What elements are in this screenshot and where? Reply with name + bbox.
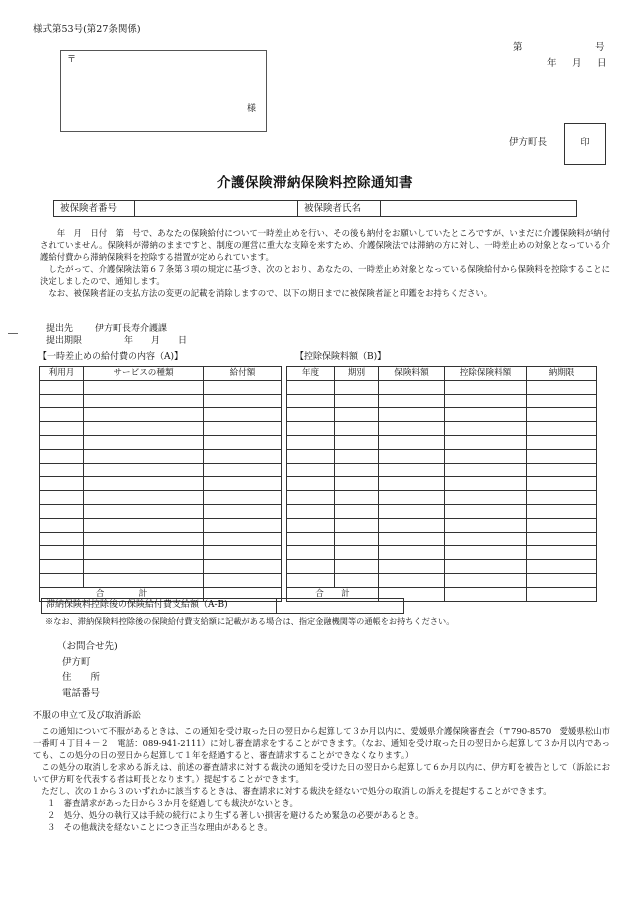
total-label: 合 計 bbox=[40, 587, 204, 601]
table-row bbox=[40, 408, 282, 422]
table-cell[interactable] bbox=[445, 532, 527, 546]
table-cell[interactable] bbox=[204, 463, 282, 477]
table-cell[interactable] bbox=[335, 573, 379, 587]
contact-org: 伊方町 bbox=[62, 656, 91, 668]
doc-number-dai: 第 bbox=[513, 42, 523, 53]
table-cell[interactable] bbox=[287, 408, 335, 422]
table-cell[interactable] bbox=[445, 491, 527, 505]
table-cell[interactable] bbox=[40, 394, 84, 408]
form-number: 様式第53号(第27条関係) bbox=[33, 24, 141, 35]
table-row bbox=[40, 435, 282, 449]
addressee-suffix: 様 bbox=[246, 103, 256, 114]
table-cell[interactable] bbox=[445, 408, 527, 422]
table-cell[interactable] bbox=[204, 504, 282, 518]
table-row bbox=[287, 435, 597, 449]
table-cell[interactable] bbox=[527, 518, 597, 532]
fold-mark bbox=[8, 333, 18, 334]
table-cell[interactable] bbox=[84, 394, 204, 408]
table-cell[interactable] bbox=[527, 532, 597, 546]
col-header: 利用月 bbox=[40, 367, 84, 381]
table-b-caption: 【控除保険料額（B)】 bbox=[295, 352, 387, 362]
table-cell[interactable] bbox=[84, 408, 204, 422]
table-cell[interactable] bbox=[40, 546, 84, 560]
table-cell[interactable] bbox=[40, 518, 84, 532]
table-cell[interactable] bbox=[379, 463, 445, 477]
table-cell[interactable] bbox=[335, 504, 379, 518]
table-cell[interactable] bbox=[335, 449, 379, 463]
table-cell[interactable] bbox=[379, 546, 445, 560]
insured-number-label: 被保険者番号 bbox=[54, 201, 135, 217]
table-cell[interactable] bbox=[84, 491, 204, 505]
net-payment-label: 滞納保険料控除後の保険給付費支給額（A-B) bbox=[42, 599, 277, 614]
intro-paragraph: なお、被保険者証の支払方法の変更の記載を消除しますので、以下の期日までに被保険者証と印鑑をお持ちください。 bbox=[40, 288, 493, 298]
table-cell[interactable] bbox=[527, 463, 597, 477]
total-value[interactable] bbox=[445, 587, 527, 601]
table-cell[interactable] bbox=[287, 532, 335, 546]
date-year: 年 bbox=[547, 58, 557, 69]
table-cell[interactable] bbox=[204, 491, 282, 505]
table-cell[interactable] bbox=[84, 546, 204, 560]
appeal-item: ２ 処分、処分の執行又は手続の続行により生ずる著しい損害を避けるため緊急の必要があるとき。 bbox=[47, 810, 424, 820]
net-payment-table bbox=[41, 598, 404, 614]
table-cell[interactable] bbox=[527, 573, 597, 587]
date-month: 月 bbox=[572, 58, 582, 69]
table-cell[interactable] bbox=[445, 435, 527, 449]
table-row bbox=[287, 504, 597, 518]
table-cell[interactable] bbox=[379, 560, 445, 574]
table-cell[interactable] bbox=[527, 422, 597, 436]
table-row bbox=[287, 546, 597, 560]
table-cell[interactable] bbox=[204, 477, 282, 491]
table-row bbox=[40, 463, 282, 477]
table-cell[interactable] bbox=[40, 435, 84, 449]
addressee-box bbox=[60, 50, 267, 132]
submission-dest-value: 伊方町長寿介護課 bbox=[95, 324, 168, 334]
table-cell[interactable] bbox=[40, 408, 84, 422]
contact-block bbox=[57, 639, 118, 701]
table-cell[interactable] bbox=[84, 380, 204, 394]
table-cell[interactable] bbox=[527, 435, 597, 449]
submission-dest-label: 提出先 bbox=[46, 324, 74, 334]
table-cell[interactable] bbox=[287, 504, 335, 518]
doc-number-go: 号 bbox=[595, 42, 605, 53]
table-cell[interactable] bbox=[40, 463, 84, 477]
table-cell[interactable] bbox=[287, 560, 335, 574]
table-cell[interactable] bbox=[379, 504, 445, 518]
table-cell[interactable] bbox=[335, 422, 379, 436]
table-cell[interactable] bbox=[527, 449, 597, 463]
table-cell[interactable] bbox=[287, 380, 335, 394]
table-cell[interactable] bbox=[40, 380, 84, 394]
net-payment-value[interactable] bbox=[277, 599, 404, 614]
table-row bbox=[287, 477, 597, 491]
appeal-heading: 不服の申立て及び取消訴訟 bbox=[33, 711, 142, 721]
insured-name-label: 被保険者氏名 bbox=[298, 201, 381, 217]
submission-deadline-label: 提出期限 bbox=[46, 336, 83, 346]
table-cell[interactable] bbox=[335, 435, 379, 449]
table-cell[interactable] bbox=[527, 504, 597, 518]
table-cell[interactable] bbox=[379, 394, 445, 408]
benefit-table bbox=[39, 366, 282, 602]
table-cell[interactable] bbox=[379, 477, 445, 491]
table-cell[interactable] bbox=[204, 408, 282, 422]
table-cell[interactable] bbox=[527, 560, 597, 574]
table-cell[interactable] bbox=[40, 560, 84, 574]
table-cell[interactable] bbox=[204, 380, 282, 394]
table-cell[interactable] bbox=[379, 532, 445, 546]
table-cell[interactable] bbox=[204, 573, 282, 587]
table-cell[interactable] bbox=[40, 477, 84, 491]
table-cell[interactable] bbox=[379, 518, 445, 532]
table-row bbox=[40, 422, 282, 436]
table-cell[interactable] bbox=[84, 422, 204, 436]
table-cell[interactable] bbox=[445, 546, 527, 560]
insured-info-table bbox=[53, 200, 577, 217]
table-cell[interactable] bbox=[287, 518, 335, 532]
table-row bbox=[287, 408, 597, 422]
table-cell[interactable] bbox=[335, 560, 379, 574]
col-header: 給付額 bbox=[204, 367, 282, 381]
table-cell[interactable] bbox=[287, 491, 335, 505]
table-cell[interactable] bbox=[445, 518, 527, 532]
table-row bbox=[287, 532, 597, 546]
table-cell[interactable] bbox=[84, 504, 204, 518]
table-cell[interactable] bbox=[445, 573, 527, 587]
table-cell[interactable] bbox=[379, 573, 445, 587]
table-cell[interactable] bbox=[287, 394, 335, 408]
table-cell[interactable] bbox=[287, 477, 335, 491]
table-cell[interactable] bbox=[287, 546, 335, 560]
table-row bbox=[40, 477, 282, 491]
document-title: 介護保険滞納保険料控除通知書 bbox=[217, 175, 413, 191]
table-row bbox=[40, 491, 282, 505]
intro-paragraph: 年 月 日付 第 号で、あなたの保険給付について一時差止めを行い、その後も納付をお願いしていたところですが、いまだに介護保険料が納付されていません。保険料が滞納のままですと、制度の運営に重大な支障を来すため、介護保険法では滞納の方に対し、一時差止めの対象となっている介護給付費から滞納保険料を控除する措置が定められています。 bbox=[40, 228, 610, 262]
table-cell[interactable] bbox=[204, 532, 282, 546]
table-cell[interactable] bbox=[445, 449, 527, 463]
table-cell[interactable] bbox=[335, 394, 379, 408]
table-cell[interactable] bbox=[335, 532, 379, 546]
appeal-paragraph: ただし、次の１から３のいずれかに該当するときは、審査請求に対する裁決を経ないで処分の取消しの訴えを提起することができます。 bbox=[33, 786, 552, 796]
table-cell[interactable] bbox=[40, 504, 84, 518]
table-cell[interactable] bbox=[204, 560, 282, 574]
table-cell[interactable] bbox=[287, 435, 335, 449]
table-cell[interactable] bbox=[445, 477, 527, 491]
insured-number-value[interactable] bbox=[135, 201, 298, 217]
table-row bbox=[287, 380, 597, 394]
contact-phone-label: 電話番号 bbox=[62, 687, 101, 699]
appeal-item: ３ その他裁決を経ないことにつき正当な理由があるとき。 bbox=[47, 822, 273, 832]
appeal-item: １ 審査請求があった日から３か月を経過しても裁決がないとき。 bbox=[47, 798, 298, 808]
table-cell[interactable] bbox=[335, 546, 379, 560]
table-row bbox=[40, 380, 282, 394]
table-row bbox=[40, 573, 282, 587]
table-cell[interactable] bbox=[379, 491, 445, 505]
table-row bbox=[40, 504, 282, 518]
intro-text bbox=[40, 227, 610, 299]
table-cell[interactable] bbox=[445, 504, 527, 518]
table-cell[interactable] bbox=[335, 380, 379, 394]
table-cell[interactable] bbox=[287, 463, 335, 477]
table-cell[interactable] bbox=[527, 394, 597, 408]
table-cell[interactable] bbox=[204, 394, 282, 408]
col-header: 保険料額 bbox=[379, 367, 445, 381]
table-row bbox=[40, 560, 282, 574]
table-cell[interactable] bbox=[335, 408, 379, 422]
table-cell[interactable] bbox=[40, 422, 84, 436]
table-cell[interactable] bbox=[445, 463, 527, 477]
table-cell[interactable] bbox=[379, 408, 445, 422]
date-day: 日 bbox=[597, 58, 607, 69]
table-cell[interactable] bbox=[40, 532, 84, 546]
table-cell[interactable] bbox=[445, 394, 527, 408]
contact-heading: （お問合せ先) bbox=[57, 641, 118, 652]
table-row bbox=[287, 422, 597, 436]
table-cell[interactable] bbox=[204, 449, 282, 463]
table-cell[interactable] bbox=[40, 491, 84, 505]
table-cell[interactable] bbox=[335, 491, 379, 505]
table-cell[interactable] bbox=[379, 435, 445, 449]
table-cell[interactable] bbox=[335, 518, 379, 532]
col-header: 年度 bbox=[287, 367, 335, 381]
table-row bbox=[287, 518, 597, 532]
table-cell[interactable] bbox=[527, 408, 597, 422]
table-cell[interactable] bbox=[379, 449, 445, 463]
table-row bbox=[287, 560, 597, 574]
table-cell[interactable] bbox=[379, 380, 445, 394]
table-cell[interactable] bbox=[84, 518, 204, 532]
table-cell[interactable] bbox=[84, 573, 204, 587]
table-cell[interactable] bbox=[379, 422, 445, 436]
table-row bbox=[287, 463, 597, 477]
table-cell[interactable] bbox=[204, 435, 282, 449]
table-cell[interactable] bbox=[445, 422, 527, 436]
table-row bbox=[287, 394, 597, 408]
total-label: 合 計 bbox=[287, 587, 379, 601]
sender: 伊方町長 bbox=[509, 137, 548, 148]
total-value[interactable] bbox=[527, 587, 597, 601]
postal-mark: 〒 bbox=[67, 55, 77, 65]
col-header: 期別 bbox=[335, 367, 379, 381]
table-row bbox=[40, 546, 282, 560]
deduction-table bbox=[286, 366, 597, 602]
table-row bbox=[40, 518, 282, 532]
contact-address-label: 住 所 bbox=[62, 672, 101, 683]
table-a-caption: 【一時差止めの給付費の内容（A)】 bbox=[38, 352, 184, 362]
col-header: サービスの種類 bbox=[84, 367, 204, 381]
table-cell[interactable] bbox=[335, 477, 379, 491]
table-cell[interactable] bbox=[84, 449, 204, 463]
insured-name-value[interactable] bbox=[381, 201, 577, 217]
appeal-paragraph: この通知について不服があるときは、この通知を受け取った日の翌日から起算して３か月以内に、愛媛県介護保険審査会（〒790-8570 愛媛県松山市一番町４丁目４－２ 電話：089-941-2111）に対し審査請求をすることができます。（なお、通知を受け取った日の翌日から起算して３か月以内であっても、この処分の日の翌日から起算して１年を経過すると、審査請求することができなくなります。） bbox=[33, 726, 610, 760]
table-row bbox=[40, 532, 282, 546]
table-cell[interactable] bbox=[84, 560, 204, 574]
table-cell[interactable] bbox=[527, 491, 597, 505]
table-row bbox=[287, 449, 597, 463]
table-cell[interactable] bbox=[527, 546, 597, 560]
intro-paragraph: したがって、介護保険法第６７条第３項の規定に基づき、次のとおり、あなたの、一時差止め対象となっている保険給付から保険料を控除することに決定しましたので、通知します。 bbox=[40, 264, 610, 286]
table-cell[interactable] bbox=[445, 560, 527, 574]
seal-box bbox=[564, 123, 606, 165]
appeal-text bbox=[33, 725, 610, 833]
table-cell[interactable] bbox=[84, 463, 204, 477]
table-cell[interactable] bbox=[84, 435, 204, 449]
table-cell[interactable] bbox=[204, 518, 282, 532]
table-cell[interactable] bbox=[84, 532, 204, 546]
table-row bbox=[287, 573, 597, 587]
table-cell[interactable] bbox=[204, 422, 282, 436]
appeal-paragraph: この処分の取消しを求める訴えは、前述の審査請求に対する裁決の通知を受けた日の翌日から起算して６か月以内に、伊方町を被告として（訴訟において伊方町を代表する者は町長となります。）提起することができます。 bbox=[33, 762, 610, 784]
table-row bbox=[287, 491, 597, 505]
table-cell[interactable] bbox=[40, 449, 84, 463]
net-payment-note: ※なお、滞納保険料控除後の保険給付費支給額に記載がある場合は、指定金融機関等の通帳をお持ちください。 bbox=[45, 616, 455, 626]
table-row bbox=[40, 449, 282, 463]
table-cell[interactable] bbox=[527, 380, 597, 394]
table-cell[interactable] bbox=[335, 463, 379, 477]
table-cell[interactable] bbox=[287, 449, 335, 463]
table-row bbox=[40, 394, 282, 408]
deadline-year: 年 bbox=[124, 336, 134, 346]
col-header: 納期限 bbox=[527, 367, 597, 381]
col-header: 控除保険料額 bbox=[445, 367, 527, 381]
seal-mark: 印 bbox=[580, 138, 590, 149]
table-cell[interactable] bbox=[287, 422, 335, 436]
deadline-day: 日 bbox=[178, 336, 188, 346]
table-cell[interactable] bbox=[204, 546, 282, 560]
table-cell[interactable] bbox=[40, 573, 84, 587]
table-cell[interactable] bbox=[84, 477, 204, 491]
submission-info bbox=[46, 323, 187, 347]
table-cell[interactable] bbox=[287, 573, 335, 587]
table-cell[interactable] bbox=[527, 477, 597, 491]
deadline-month: 月 bbox=[151, 336, 161, 346]
table-cell[interactable] bbox=[445, 380, 527, 394]
